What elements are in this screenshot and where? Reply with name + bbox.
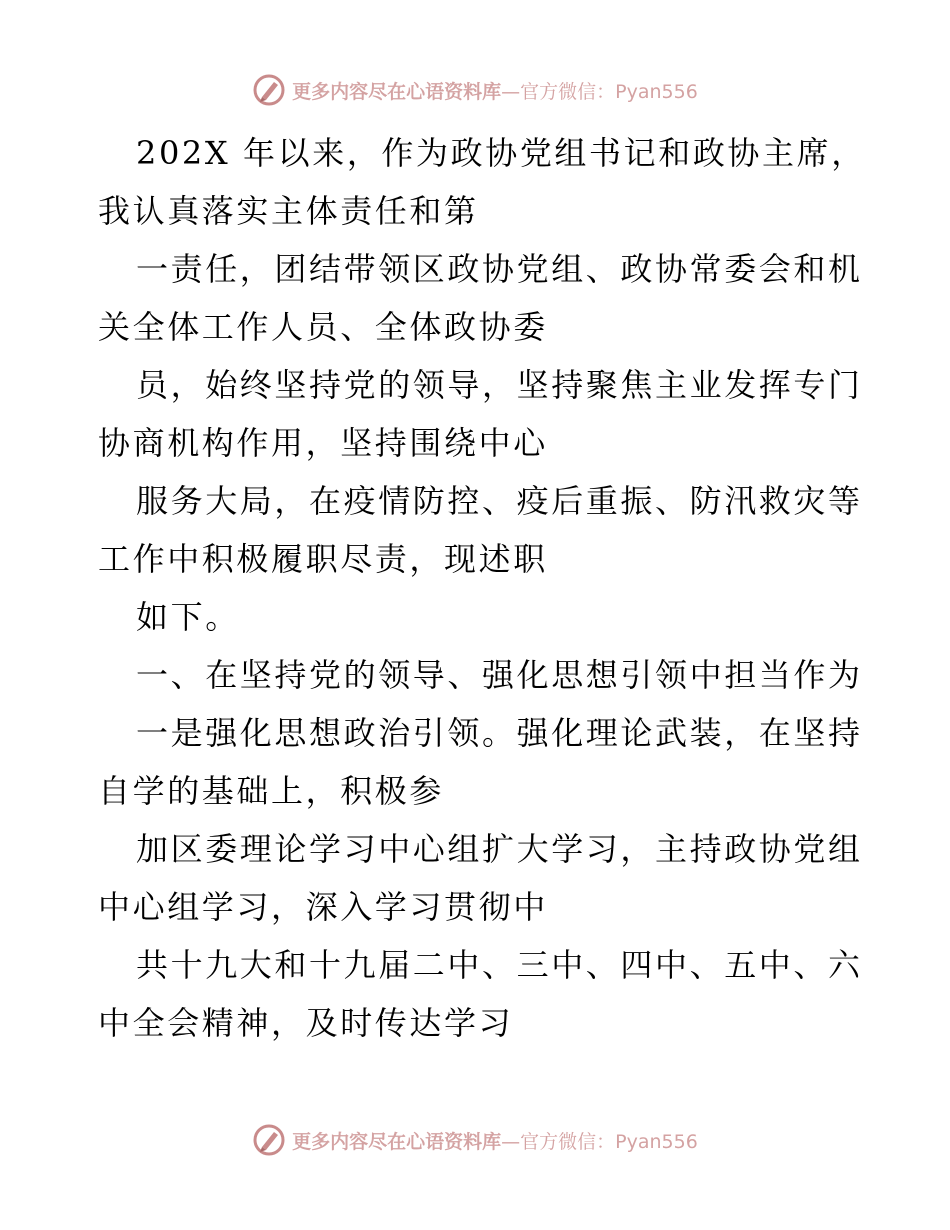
- text-line: 我认真落实主体责任和第: [98, 192, 479, 230]
- text-line: 共十九大和十九届二中、三中、四中、五中、六: [136, 946, 863, 984]
- document-body: [98, 124, 866, 1052]
- text-line: 202X 年以来，作为政协党组书记和政协主席，: [136, 134, 866, 172]
- text-line: 自学的基础上，积极参: [98, 772, 445, 810]
- watermark-header: [0, 72, 950, 108]
- text-line: 员，始终坚持党的领导，坚持聚焦主业发挥专门: [136, 366, 863, 404]
- text-line: 如下。: [136, 598, 240, 636]
- watermark-contact: —官方微信：Pyan556: [501, 1130, 698, 1153]
- watermark-contact: —官方微信：Pyan556: [501, 80, 698, 103]
- text-line: 加区委理论学习中心组扩大学习，主持政协党组: [136, 830, 863, 868]
- text-line: 服务大局，在疫情防控、疫后重振、防汛救灾等: [136, 482, 863, 520]
- text-line: 一、在坚持党的领导、强化思想引领中担当作为: [136, 656, 863, 694]
- watermark-text: [292, 77, 698, 104]
- watermark-text: [292, 1127, 698, 1154]
- text-line: 中心组学习，深入学习贯彻中: [98, 888, 548, 926]
- watermark-brand: 更多内容尽在心语资料库: [292, 80, 502, 103]
- pen-logo-icon: [252, 73, 286, 107]
- text-line: 一责任，团结带领区政协党组、政协常委会和机: [136, 250, 863, 288]
- text-line: 一是强化思想政治引领。强化理论武装，在坚持: [136, 714, 863, 752]
- watermark-footer: [0, 1122, 950, 1158]
- text-line: 工作中积极履职尽责，现述职: [98, 540, 548, 578]
- text-line: 关全体工作人员、全体政协委: [98, 308, 548, 346]
- pen-logo-icon: [252, 1123, 286, 1157]
- text-line: 中全会精神，及时传达学习: [98, 1004, 514, 1042]
- watermark-brand: 更多内容尽在心语资料库: [292, 1130, 502, 1153]
- text-line: 协商机构作用，坚持围绕中心: [98, 424, 548, 462]
